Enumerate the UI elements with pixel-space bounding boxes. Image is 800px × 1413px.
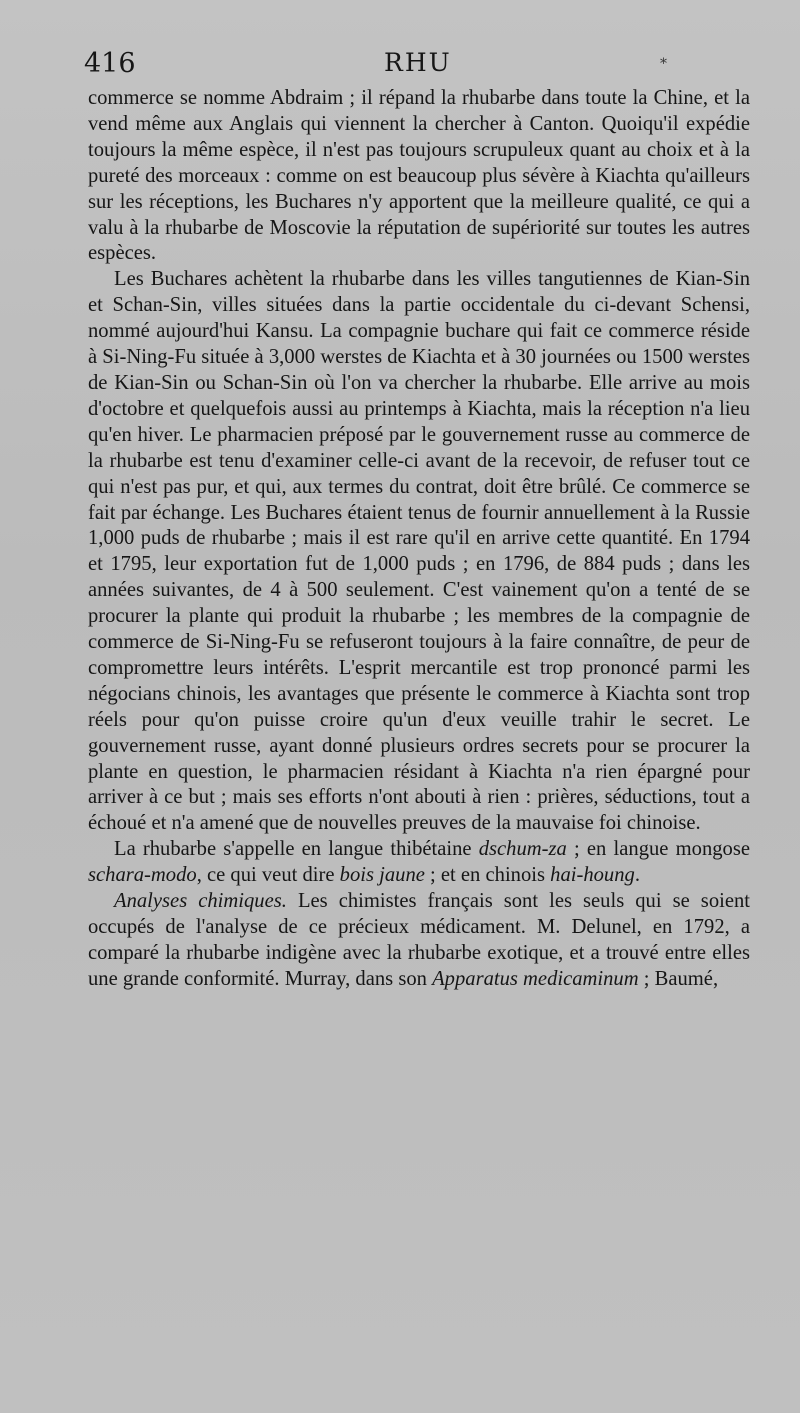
text-run: Les chimistes français sont les seuls qui se soient occupés de l'analyse de ce précieux médicament. M. Delunel, en 1792, a comparé la rhubarbe indigène avec la rhubarbe exotique, et a trouvé entre elles une grande conformité. Murray, dans son <box>88 890 750 990</box>
text-run: La rhubarbe s'appelle en langue thibétaine <box>114 838 479 861</box>
page-number: 416 <box>84 48 136 79</box>
italic-run: bois jaune <box>339 864 425 887</box>
italic-run: dschum-za <box>478 838 567 861</box>
italic-run: schara-modo <box>88 864 197 887</box>
text-run: Les Buchares achètent la rhubarbe dans les villes tangutiennes de Kian-Sin et Schan-Sin, villes situées dans la partie occidentale du ci-devant Schensi, nommé aujourd'hui Kansu. La compagnie buchare qui fait ce commerce réside à Si-Ning-Fu située à 3,000 werstes de Kiachta et à 30 journées ou 1500 werstes de Kian-Sin ou Schan-Sin où l'on va chercher la rhubarbe. Elle arrive au mois d'octobre et quelquefois aussi au printemps à Kiachta, mais la réception n'a lieu qu'en hiver. Le pharmacien préposé par le gouvernement russe au commerce de la rhubarbe est tenu d'examiner celle-ci avant de la recevoir, de refuser tout ce qui n'est pas pur, et qui, aux termes du contrat, doit être brûlé. Ce commerce se fait par échange. Les Buchares étaient tenus de fournir annuellement à la Russie 1,000 puds de rhubarbe ; mais il est rare qu'il en arrive cette quantité. En 1794 et 1795, leur exportation fut de 1,000 puds ; en 1796, de 884 puds ; dans les années suivantes, de 4 à 500 seulement. C'est vainement qu'on a tenté de se procurer la plante qui produit la rhubarbe ; les membres de la compagnie de commerce de Si-Ning-Fu se refuseront toujours à la faire connaître, de peur de compromettre leurs intérêts. L'esprit mercantile est trop prononcé parmi les négocians chinois, les avantages que présente le commerce à Kiachta sont trop réels pour qu'on puisse croire qu'un d'eux veuille trahir le secret. Le gouvernement russe, ayant donné plusieurs ordres secrets pour se procurer la plante en question, le pharmacien résidant à Kiachta n'a rien épargné pour arriver à ce but ; mais ses efforts n'ont abouti à rien : prières, séductions, tout a échoué et n'a amené que de nouvelles preuves de la mauvaise foi chinoise. <box>88 268 750 835</box>
text-run: ; Baumé, <box>638 967 719 990</box>
text-run: . <box>634 864 640 887</box>
paragraph-names <box>88 837 750 889</box>
running-head <box>0 48 800 84</box>
text-run: ; et en chinois <box>424 864 551 887</box>
text-run: , ce qui veut dire <box>196 864 340 887</box>
italic-run: Analyses chimiques. <box>114 890 287 913</box>
italic-run: hai-houng <box>550 864 635 887</box>
running-title: RHU <box>384 48 452 77</box>
corner-mark: * <box>660 56 667 72</box>
text-run: commerce se nomme Abdraim ; il répand la rhubarbe dans toute la Chine, et la vend même aux Anglais qui viennent la chercher à Canton. Quoiqu'il expédie toujours la même espèce, il n'est pas toujours scrupuleux quant au choix et à la pureté des morceaux : comme on est beaucoup plus sévère à Kiachta qu'ailleurs sur les réceptions, les Buchares n'y apportent que la meilleure qualité, ce qui a valu à la rhubarbe de Moscovie la réputation de supériorité sur toutes les autres espèces. <box>88 87 750 265</box>
italic-run: Apparatus medicaminum <box>432 967 639 990</box>
paragraph-buchares <box>88 267 750 837</box>
text-run: ; en langue mongose <box>566 838 750 861</box>
paragraph-analyses <box>88 889 750 993</box>
body-text <box>88 86 750 993</box>
paragraph-continuation <box>88 86 750 267</box>
